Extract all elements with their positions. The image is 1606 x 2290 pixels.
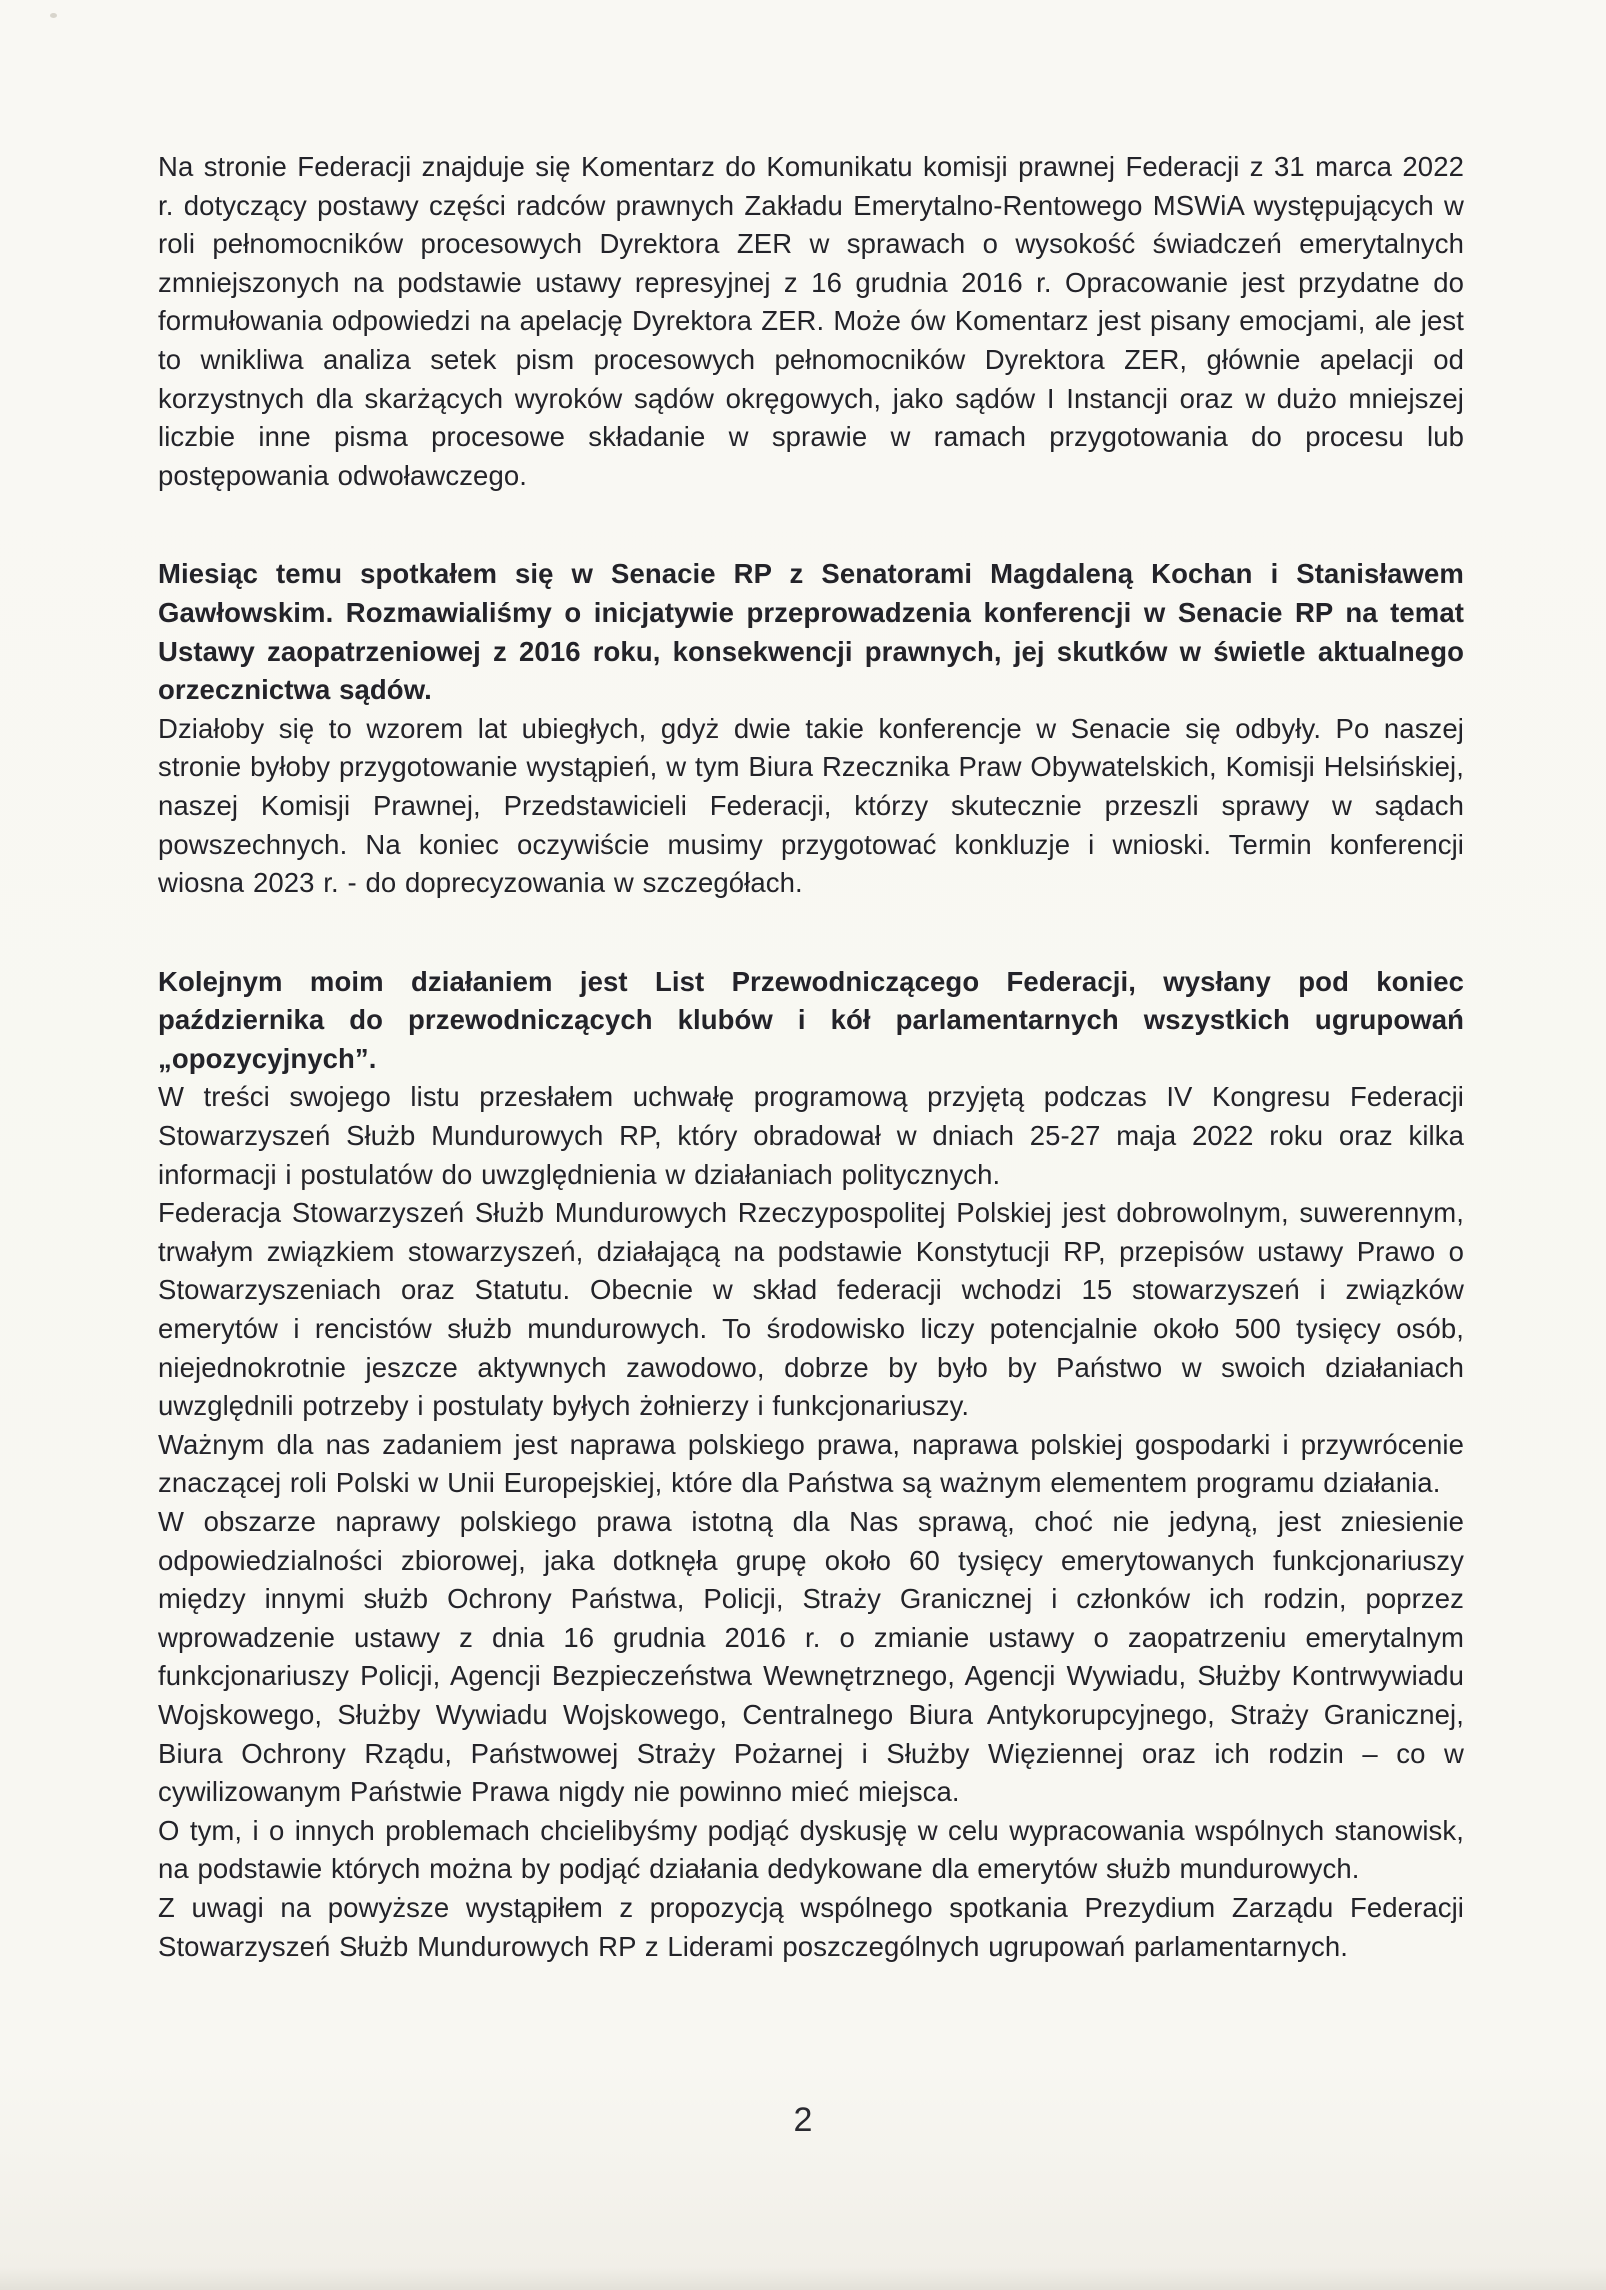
paragraph-wspolne-stanowiska: O tym, i o innych problemach chcielibyśmy podjąć dyskusję w celu wypracowania wspólnych stanowisk, na podstawie których można by podjąć działania dedykowane dla emerytów służb mundurowych. — [158, 1814, 1464, 1885]
paragraph-propozycja-spotkania: Z uwagi na powyższe wystąpiłem z propozycją wspólnego spotkania Prezydium Zarządu Federacji Stowarzyszeń Służb Mundurowych RP z Liderami poszczególnych ugrupowań parlamentarnych. — [158, 1891, 1464, 1962]
paragraph-list-przewodniczacego-heading: Kolejnym moim działaniem jest List Przewodniczącego Federacji, wysłany pod koniec października do przewodniczących klubów i kół parlamentarnych wszystkich ugrupowań „opozycyjnych”. — [158, 965, 1464, 1074]
paragraph-zniesienie-odpowiedzialnosci: W obszarze naprawy polskiego prawa istotną dla Nas sprawą, choć nie jedyną, jest zniesienie odpowiedzialności zbiorowej, jaka dotknęła grupę około 60 tysięcy emerytowanych funkcjonariuszy między innymi służb Ochrony Państwa, Policji, Straży Granicznej i członków ich rodzin, poprzez wprowadzenie ustawy z dnia 16 grudnia 2016 r. o zmianie ustawy o zaopatrzeniu emerytalnym funkcjonariuszy Policji, Agencji Bezpieczeństwa Wewnętrznego, Agencji Wywiadu, Służby Kontrwywiadu Wojskowego, Służby Wywiadu Wojskowego, Centralnego Biura Antykorupcyjnego, Straży Granicznej, Biura Ochrony Rządu, Państwowej Straży Pożarnej i Służby Więziennej oraz ich rodzin – co w cywilizowanym Państwie Prawa nigdy nie powinno mieć miejsca. — [158, 1506, 1464, 1808]
scan-speck — [50, 13, 57, 18]
paragraph-komentarz-komunikat: Na stronie Federacji znajduje się Komentarz do Komunikatu komisji prawnej Federacji z 31 marca 2022 r. dotyczący postawy części radców prawnych Zakładu Emerytalno-Rentowego MSWiA występujących w roli pełnomocników procesowych Dyrektora ZER w sprawach o wysokość świadczeń emerytalnych zmniejszonych na podstawie ustawy represyjnej z 16 grudnia 2016 r. Opracowanie jest przydatne do formułowania odpowiedzi na apelację Dyrektora ZER. Może ów Komentarz jest pisany emocjami, ale jest to wnikliwa analiza setek pism procesowych pełnomocników Dyrektora ZER, głównie apelacji od korzystnych dla skarżących wyroków sądów okręgowych, jako sądów I Instancji oraz w dużo mniejszej liczbie inne pisma procesowe składanie w sprawie w ramach przygotowania do procesu lub postępowania odwoławczego. — [158, 151, 1464, 491]
paragraph-tresc-listu: W treści swojego listu przesłałem uchwałę programową przyjętą podczas IV Kongresu Federacji Stowarzyszeń Służb Mundurowych RP, który obradował w dniach 25-27 maja 2022 roku oraz kilka informacji i postulatów do uwzględnienia w działaniach politycznych. — [158, 1081, 1464, 1190]
paragraph-spotkanie-senat-heading: Miesiąc temu spotkałem się w Senacie RP z Senatorami Magdaleną Kochan i Stanisławem Gawłowskim. Rozmawialiśmy o inicjatywie przeprowadzenia konferencji w Senacie RP na temat Ustawy zaopatrzeniowej z 2016 roku, konsekwencji prawnych, jej skutków w świetle aktualnego orzecznictwa sądów. — [158, 558, 1464, 706]
paragraph-federacja-opis: Federacja Stowarzyszeń Służb Mundurowych Rzeczypospolitej Polskiej jest dobrowolnym, suwerennym, trwałym związkiem stowarzyszeń, działającą na podstawie Konstytucji RP, przepisów ustawy Prawo o Stowarzyszeniach oraz Statutu. Obecnie w skład federacji wchodzi 15 stowarzyszeń i związków emerytów i rencistów służb mundurowych. To środowisko liczy potencjalnie około 500 tysięcy osób, niejednokrotnie jeszcze aktywnych zawodowo, dobrze by było by Państwo w swoich działaniach uwzględnili potrzeby i postulaty byłych żołnierzy i funkcjonariuszy. — [158, 1197, 1464, 1422]
page-number: 2 — [793, 2101, 813, 2139]
document-body — [158, 148, 1464, 1966]
paragraph-konferencja-szczegoly: Działoby się to wzorem lat ubiegłych, gdyż dwie takie konferencje w Senacie się odbyły. Po naszej stronie byłoby przygotowanie wystąpień, w tym Biura Rzecznika Praw Obywatelskich, Komisji Helsińskiej, naszej Komisji Prawnej, Przedstawicieli Federacji, którzy skutecznie przeszli sprawy w sądach powszechnych. Na koniec oczywiście musimy przygotować konkluzje i wnioski. Termin konferencji wiosna 2023 r. - do doprecyzowania w szczegółach. — [158, 712, 1464, 899]
paragraph-waznym-zadaniem: Ważnym dla nas zadaniem jest naprawa polskiego prawa, naprawa polskiej gospodarki i przywrócenie znaczącej roli Polski w Unii Europejskiej, które dla Państwa są ważnym elementem programu działania. — [158, 1428, 1464, 1499]
